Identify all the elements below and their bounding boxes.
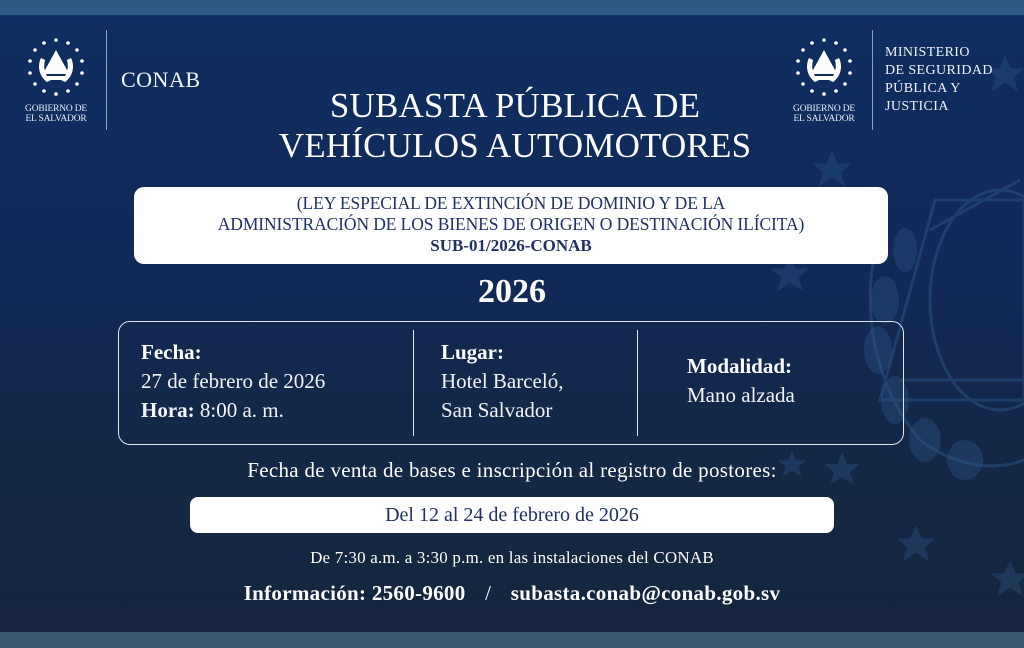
title-line1: SUBASTA PÚBLICA DE xyxy=(329,86,701,125)
email-link[interactable]: subasta.conab@conab.gob.sv xyxy=(510,581,781,605)
ministry-line: JUSTICIA xyxy=(885,99,949,114)
logo-divider xyxy=(106,30,107,130)
law-box xyxy=(134,187,888,264)
event-details-box xyxy=(118,321,904,445)
seal-caption-line1: GOBIERNO DE xyxy=(25,104,87,114)
time-row xyxy=(141,396,413,425)
phone-info: Información: 2560-9600 xyxy=(243,581,466,605)
ministry-line: MINISTERIO xyxy=(885,45,970,60)
place-line2: San Salvador xyxy=(441,398,553,422)
place-line1: Hotel Barceló, xyxy=(441,369,564,393)
top-band xyxy=(0,0,1024,15)
modality-column xyxy=(638,322,903,444)
modality-value: Mano alzada xyxy=(687,383,795,407)
ministry-name xyxy=(885,44,993,116)
sale-heading: Fecha de venta de bases e inscripción al registro de postores: xyxy=(247,458,777,482)
place-column xyxy=(414,322,637,444)
conab-name: CONAB xyxy=(121,67,201,92)
logo-divider xyxy=(872,30,873,130)
sale-dates-box: Del 12 al 24 de febrero de 2026 xyxy=(190,497,834,533)
modality-label: Modalidad: xyxy=(687,354,793,378)
date-label: Fecha: xyxy=(141,340,202,364)
ministry-line: PÚBLICA Y xyxy=(885,81,961,96)
conab-logo xyxy=(16,30,201,130)
contact-info xyxy=(0,581,1024,606)
seal-left xyxy=(16,36,96,124)
contact-separator: / xyxy=(485,581,492,605)
time-label: Hora: xyxy=(141,398,195,422)
law-line2: ADMINISTRACIÓN DE LOS BIENES DE ORIGEN O DESTINACIÓN ILÍCITA) xyxy=(217,214,805,234)
bottom-band xyxy=(0,632,1024,648)
date-column xyxy=(119,322,413,444)
seal-caption-line1: GOBIERNO DE xyxy=(793,104,855,114)
seal-caption-line2: EL SALVADOR xyxy=(793,114,855,124)
sale-hours: De 7:30 a.m. a 3:30 p.m. en las instalaciones del CONAB xyxy=(310,548,714,567)
page-title xyxy=(180,86,850,166)
seal-caption-line2: EL SALVADOR xyxy=(25,114,87,124)
el-salvador-seal-icon xyxy=(25,36,87,98)
law-line1: (LEY ESPECIAL DE EXTINCIÓN DE DOMINIO Y DE LA xyxy=(296,193,726,213)
year-heading: 2026 xyxy=(478,273,546,310)
place-label: Lugar: xyxy=(441,340,504,364)
title-line2: VEHÍCULOS AUTOMOTORES xyxy=(278,126,752,165)
date-value: 27 de febrero de 2026 xyxy=(141,369,326,393)
time-value: 8:00 a. m. xyxy=(199,398,284,422)
auction-code: SUB-01/2026-CONAB xyxy=(430,236,592,255)
ministry-line: DE SEGURIDAD xyxy=(885,63,993,78)
